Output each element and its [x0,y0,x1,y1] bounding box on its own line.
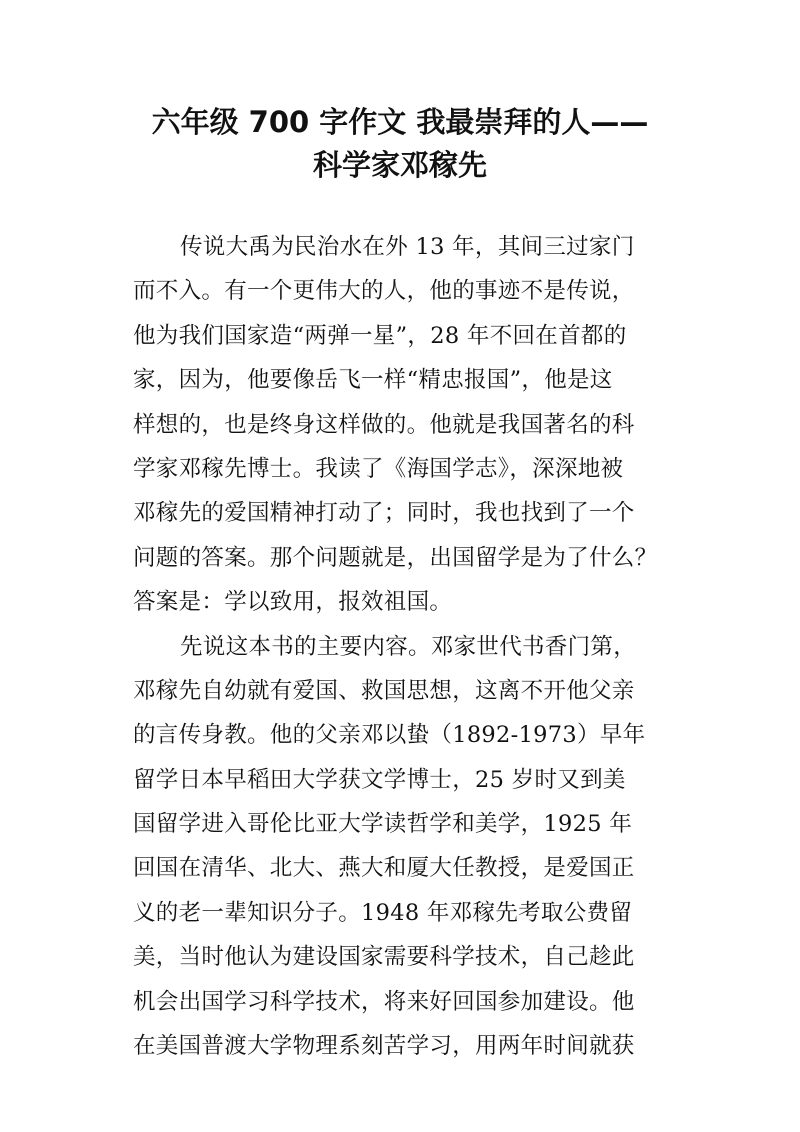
paragraph-line: 邓稼先自幼就有爱国、救国思想，这离不开他父亲 [133,677,635,704]
paragraph-line: 答案是：学以致用，报效祖国。 [133,589,453,616]
title-line-1: 六年级 700 字作文 我最崇拜的人—— [151,105,649,139]
paragraph-line: 留学日本早稻田大学获文学博士，25 岁时又到美 [133,766,626,793]
paragraph-line: 学家邓稼先博士。我读了《海国学志》，深深地被 [133,455,624,482]
title-line-2: 科学家邓稼先 [312,148,487,182]
paragraph-line: 邓稼先的爱国精神打动了；同时，我也找到了一个 [133,500,635,527]
paragraph-line: 美，当时他认为建设国家需要科学技术，自己趁此 [133,944,635,971]
paragraph-line: 国留学进入哥伦比亚大学读哲学和美学，1925 年 [133,811,633,838]
paragraph-line: 而不入。有一个更伟大的人，他的事迹不是传说， [133,278,635,305]
paragraph-line: 样想的，也是终身这样做的。他就是我国著名的科 [133,411,635,438]
paragraph-line: 传说大禹为民治水在外 13 年，其间三过家门 [180,234,635,260]
essay-body [133,225,693,1068]
paragraph-line: 问题的答案。那个问题就是，出国留学是为了什么？ [133,544,658,571]
paragraph-line: 他为我们国家造“两弹一星”，28 年不回在首都的 [133,322,627,349]
paragraph-line: 回国在清华、北大、燕大和厦大任教授，是爱国正 [133,855,635,882]
paragraph-line: 在美国普渡大学物理系刻苦学习，用两年时间就获 [133,1033,635,1060]
paragraph-line: 的言传身教。他的父亲邓以蛰（1892-1973）早年 [133,722,646,749]
paragraph-line: 先说这本书的主要内容。邓家世代书香门第， [180,633,637,660]
paragraph-line: 机会出国学习科学技术，将来好回国参加建设。他 [133,988,635,1015]
paragraph-line: 义的老一辈知识分子。1948 年邓稼先考取公费留 [133,899,633,926]
paragraph-line: 家，因为，他要像岳飞一样“精忠报国”，他是这 [133,367,613,394]
